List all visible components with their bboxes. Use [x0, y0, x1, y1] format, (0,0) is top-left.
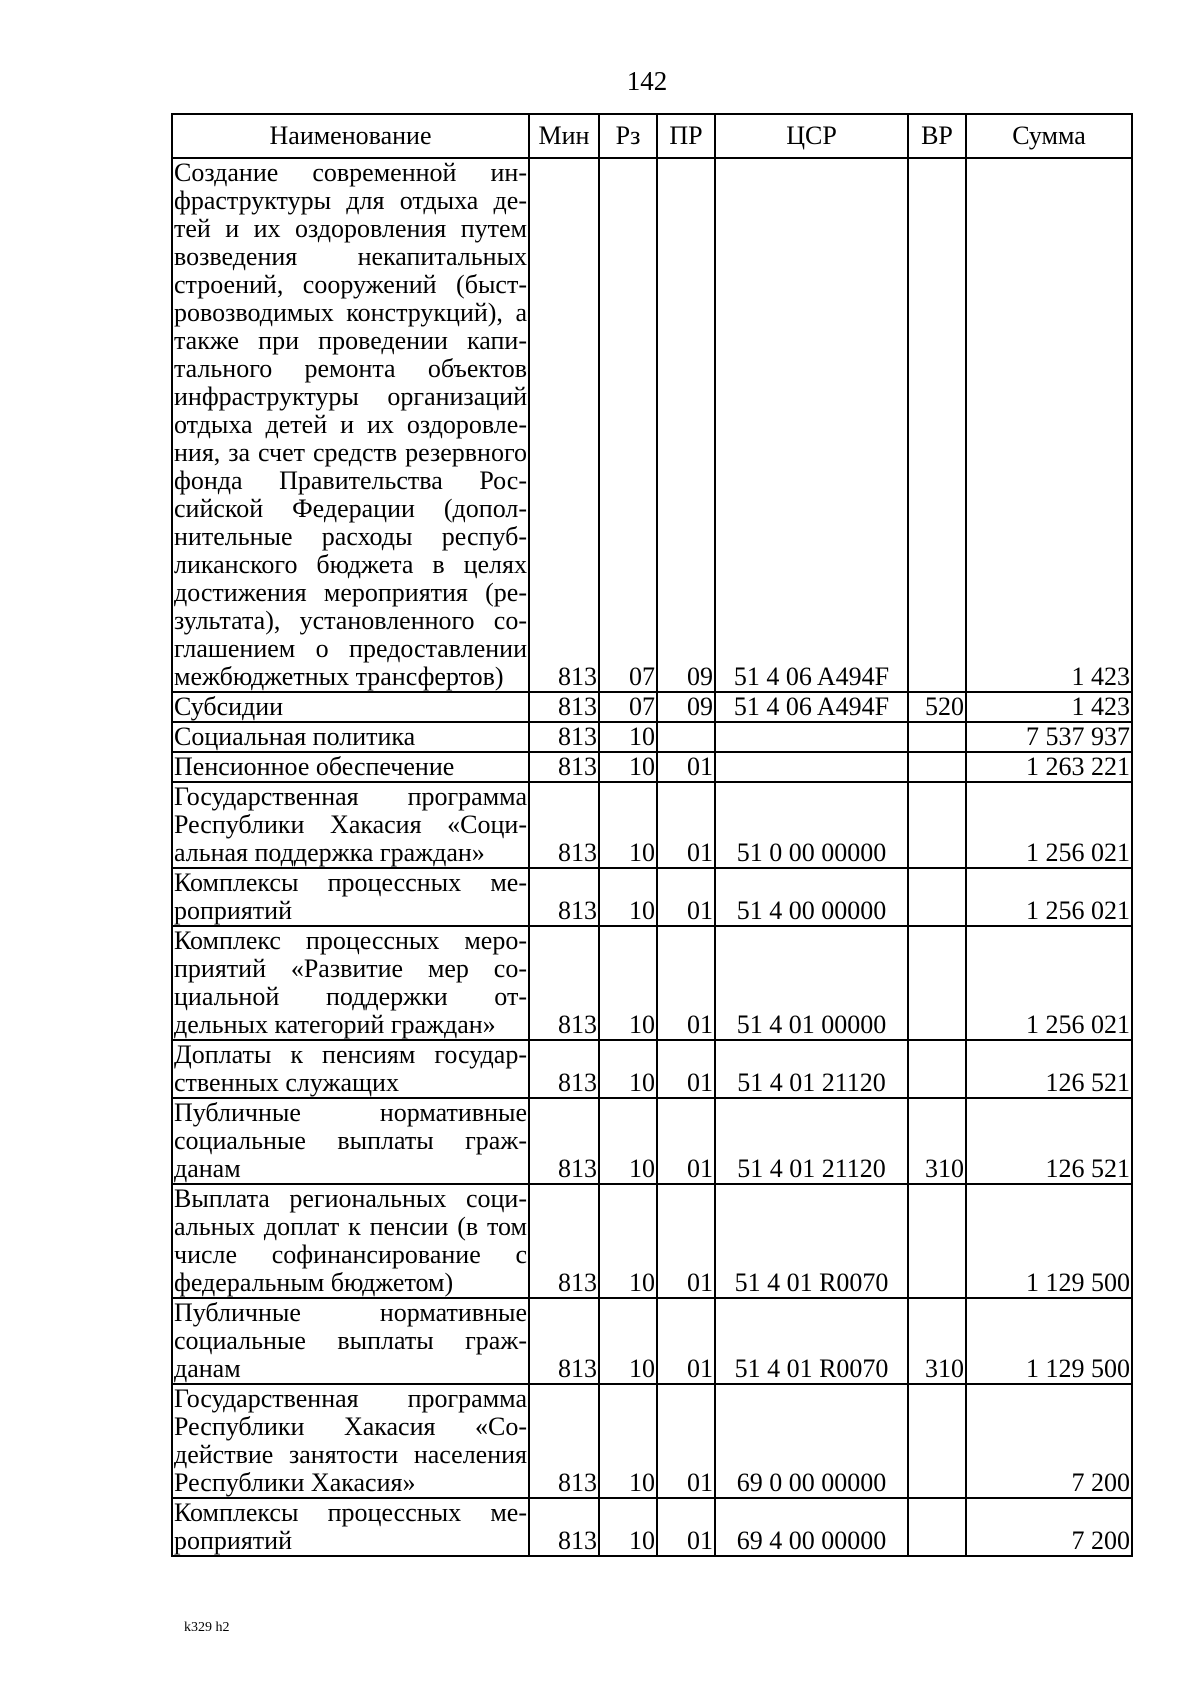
- row-vr: [908, 158, 966, 692]
- row-sum: 1 423: [966, 692, 1132, 722]
- row-rz: 10: [599, 722, 657, 752]
- row-sum: 1 263 221: [966, 752, 1132, 782]
- row-name: Пенсионное обеспечение: [172, 752, 529, 782]
- row-min: 813: [529, 782, 599, 868]
- row-csr: [715, 722, 908, 752]
- row-name: Комплексы процессных мероприятий: [174, 1498, 527, 1555]
- row-csr: 51 4 01 21120: [715, 1040, 908, 1098]
- row-pr: [657, 722, 715, 752]
- row-min: 813: [529, 1498, 599, 1556]
- row-rz: 10: [599, 926, 657, 1040]
- budget-table: [171, 113, 1133, 1557]
- row-sum: 7 200: [966, 1384, 1132, 1498]
- table-row: [172, 692, 1132, 722]
- row-name: Государственная программа Республики Хакасия «Социальная поддержка граждан»: [174, 782, 527, 867]
- row-vr: 520: [908, 692, 966, 722]
- table-row: [172, 868, 1132, 926]
- row-csr: 51 4 06 A494F: [715, 158, 908, 692]
- row-vr: [908, 722, 966, 752]
- row-rz: 10: [599, 1098, 657, 1184]
- row-pr: 09: [657, 692, 715, 722]
- footer-code: k329 h2: [184, 1620, 230, 1635]
- row-rz: 10: [599, 752, 657, 782]
- row-name: Комплексы процессных мероприятий: [174, 868, 527, 925]
- row-min: 813: [529, 752, 599, 782]
- row-rz: 10: [599, 1384, 657, 1498]
- row-vr: [908, 1184, 966, 1298]
- table-row: [172, 782, 1132, 868]
- row-vr: [908, 1040, 966, 1098]
- header-pr: ПР: [657, 114, 715, 158]
- row-sum: 1 256 021: [966, 926, 1132, 1040]
- row-min: 813: [529, 722, 599, 752]
- row-pr: 01: [657, 868, 715, 926]
- row-rz: 10: [599, 1298, 657, 1384]
- row-sum: 1 423: [966, 158, 1132, 692]
- row-min: 813: [529, 692, 599, 722]
- table-row: [172, 1040, 1132, 1098]
- row-name: Доплаты к пенсиям государственных служащих: [174, 1040, 527, 1097]
- row-name: Создание современной инфраструктуры для отдыха детей и их оздоровления путем возведения некапитальных строений, сооружений (быстровозводимых конструкций), а также при проведении капитального ремонта объектов инфраструктуры организаций отдыха детей и их оздоровления, за счет средств резервного фонда Правительства Российской Федерации (дополнительные расходы республиканского бюджета в целях достижения мероприятия (результата), установленного соглашением о предоставлении межбюджетных трансфертов): [174, 158, 527, 691]
- table-row: [172, 926, 1132, 1040]
- row-rz: 10: [599, 782, 657, 868]
- header-sum: Сумма: [966, 114, 1132, 158]
- row-name: Выплата региональных социальных доплат к пенсии (в том числе софинансирование с федеральным бюджетом): [174, 1184, 527, 1297]
- row-sum: 1 129 500: [966, 1184, 1132, 1298]
- row-csr: 51 4 00 00000: [715, 868, 908, 926]
- row-csr: 51 4 01 R0070: [715, 1298, 908, 1384]
- row-pr: 01: [657, 1298, 715, 1384]
- row-rz: 07: [599, 158, 657, 692]
- row-pr: 01: [657, 1498, 715, 1556]
- row-min: 813: [529, 926, 599, 1040]
- row-pr: 01: [657, 1040, 715, 1098]
- row-sum: 126 521: [966, 1098, 1132, 1184]
- table-row: [172, 722, 1132, 752]
- row-pr: 01: [657, 752, 715, 782]
- row-csr: 51 0 00 00000: [715, 782, 908, 868]
- row-sum: 1 256 021: [966, 868, 1132, 926]
- row-vr: [908, 868, 966, 926]
- row-vr: 310: [908, 1098, 966, 1184]
- row-name: Социальная политика: [172, 722, 529, 752]
- row-rz: 10: [599, 868, 657, 926]
- row-name: Субсидии: [172, 692, 529, 722]
- row-name: Публичные нормативные социальные выплаты гражданам: [174, 1098, 527, 1183]
- row-pr: 09: [657, 158, 715, 692]
- row-min: 813: [529, 868, 599, 926]
- row-pr: 01: [657, 1384, 715, 1498]
- row-vr: [908, 1498, 966, 1556]
- table-header-row: [172, 114, 1132, 158]
- row-csr: 69 0 00 00000: [715, 1384, 908, 1498]
- table-row: [172, 1298, 1132, 1384]
- row-csr: 69 4 00 00000: [715, 1498, 908, 1556]
- row-rz: 10: [599, 1040, 657, 1098]
- row-vr: [908, 782, 966, 868]
- row-min: 813: [529, 158, 599, 692]
- header-min: Мин: [529, 114, 599, 158]
- row-min: 813: [529, 1298, 599, 1384]
- header-rz: Рз: [599, 114, 657, 158]
- row-name: Государственная программа Республики Хакасия «Содействие занятости населения Республики Хакасия»: [174, 1384, 527, 1497]
- row-csr: 51 4 01 R0070: [715, 1184, 908, 1298]
- row-rz: 07: [599, 692, 657, 722]
- table-row: [172, 158, 1132, 692]
- page-number: 142: [626, 66, 668, 96]
- row-vr: 310: [908, 1298, 966, 1384]
- row-min: 813: [529, 1184, 599, 1298]
- row-rz: 10: [599, 1498, 657, 1556]
- header-csr: ЦСР: [715, 114, 908, 158]
- row-min: 813: [529, 1384, 599, 1498]
- row-csr: 51 4 06 A494F: [715, 692, 908, 722]
- header-name: Наименование: [172, 114, 529, 158]
- row-pr: 01: [657, 926, 715, 1040]
- row-min: 813: [529, 1040, 599, 1098]
- header-vr: ВР: [908, 114, 966, 158]
- table-row: [172, 1384, 1132, 1498]
- row-sum: 7 537 937: [966, 722, 1132, 752]
- row-name: Публичные нормативные социальные выплаты гражданам: [174, 1298, 527, 1383]
- row-name: Комплекс процессных мероприятий «Развитие мер социальной поддержки отдельных категорий граждан»: [174, 926, 527, 1039]
- row-csr: [715, 752, 908, 782]
- row-sum: 1 256 021: [966, 782, 1132, 868]
- row-pr: 01: [657, 1098, 715, 1184]
- row-pr: 01: [657, 1184, 715, 1298]
- row-vr: [908, 926, 966, 1040]
- row-csr: 51 4 01 21120: [715, 1098, 908, 1184]
- table-row: [172, 1098, 1132, 1184]
- row-vr: [908, 1384, 966, 1498]
- table-row: [172, 1184, 1132, 1298]
- row-min: 813: [529, 1098, 599, 1184]
- row-vr: [908, 752, 966, 782]
- row-sum: 1 129 500: [966, 1298, 1132, 1384]
- table-row: [172, 752, 1132, 782]
- row-rz: 10: [599, 1184, 657, 1298]
- row-csr: 51 4 01 00000: [715, 926, 908, 1040]
- row-sum: 126 521: [966, 1040, 1132, 1098]
- row-sum: 7 200: [966, 1498, 1132, 1556]
- row-pr: 01: [657, 782, 715, 868]
- table-row: [172, 1498, 1132, 1556]
